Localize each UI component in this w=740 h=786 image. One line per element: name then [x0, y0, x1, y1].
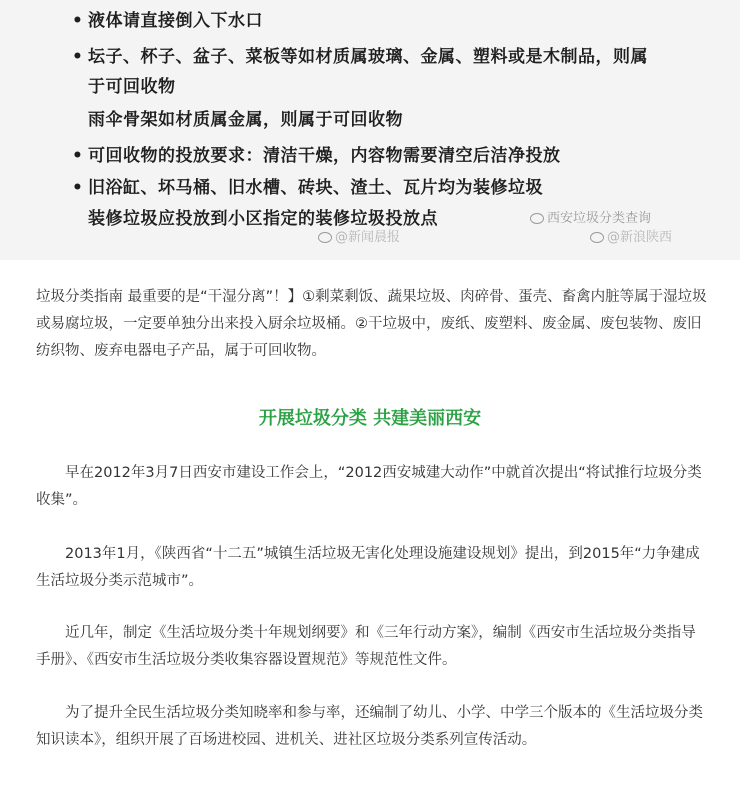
image-line-1: • 液体请直接倒入下水口: [72, 11, 263, 31]
article-image: [0, 0, 740, 260]
watermark-main: 西安垃圾分类查询: [530, 207, 651, 226]
weibo-icon: [318, 232, 332, 243]
image-line-2: • 坛子、杯子、盆子、菜板等如材质属玻璃、金属、塑料或是木制品，则属: [72, 47, 648, 67]
image-line-7: 装修垃圾应投放到小区指定的装修垃圾投放点: [88, 209, 438, 229]
watermark-left: @新闻晨报: [318, 226, 400, 245]
section-heading: 开展垃圾分类 共建美丽西安: [258, 408, 482, 429]
paragraph-3: 近几年，制定《生活垃圾分类十年规划纲要》和《三年行动方案》，编制《西安市生活垃圾分类指导手册》、《西安市生活垃圾分类收集容器设置规范》等规范性文件。: [36, 625, 696, 668]
image-line-4: 雨伞骨架如材质属金属，则属于可回收物: [88, 110, 403, 130]
paragraph-1: 早在2012年3月7日西安市建设工作会上，“2012西安城建大动作”中就首次提出“将试推行垃圾分类收集”。: [36, 465, 702, 508]
weibo-icon: [590, 232, 604, 243]
paragraph-4: 为了提升全民生活垃圾分类知晓率和参与率，还编制了幼儿、小学、中学三个版本的《生活垃圾分类知识读本》，组织开展了百场进校园、进机关、进社区垃圾分类系列宣传活动。: [36, 705, 703, 748]
paragraph-2: 2013年1月，《陕西省“十二五”城镇生活垃圾无害化处理设施建设规划》提出，到2015年“力争建成生活垃圾分类示范城市”。: [36, 546, 700, 589]
watermark-right: @新浪陕西: [590, 226, 672, 245]
image-line-5: • 可回收物的投放要求：清洁干燥，内容物需要清空后洁净投放: [72, 146, 561, 166]
image-line-3: 于可回收物: [88, 77, 176, 97]
image-line-6: • 旧浴缸、坏马桶、旧水槽、砖块、渣土、瓦片均为装修垃圾: [72, 178, 543, 198]
intro-paragraph: 垃圾分类指南 最重要的是“干湿分离”！】①剩菜剩饭、蔬果垃圾、肉碎骨、蛋壳、畜禽内脏等属于湿垃圾或易腐垃圾，一定要单独分出来投入厨余垃圾桶。②干垃圾中，废纸、废塑料、废金属、废包装物、废旧纺织物、废弃电器电子产品，属于可回收物。: [36, 289, 707, 359]
weibo-icon: [530, 213, 544, 224]
